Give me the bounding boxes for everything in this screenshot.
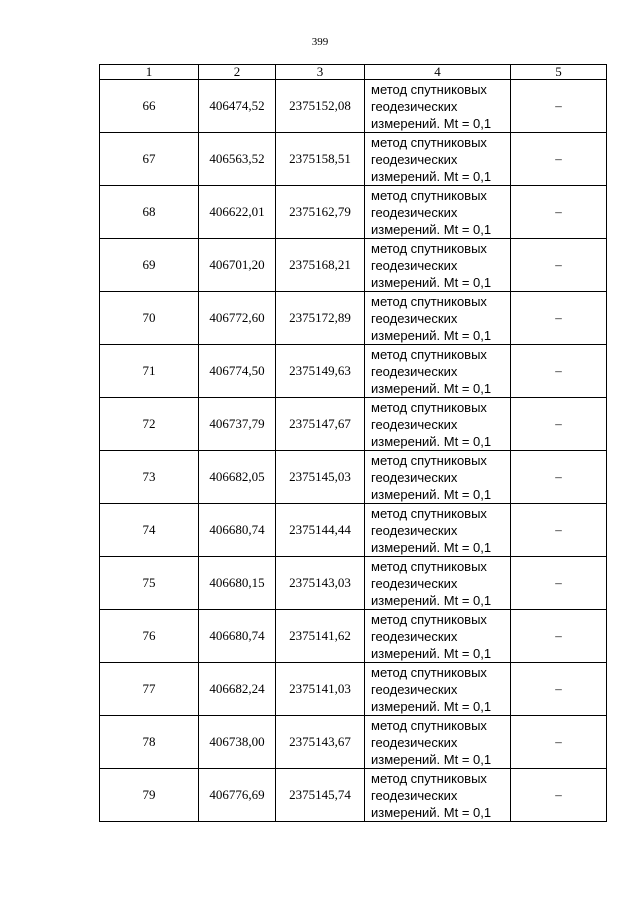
table-row — [100, 80, 607, 133]
method-line: метод спутниковых — [371, 134, 487, 150]
method-line: метод спутниковых — [371, 452, 487, 468]
x-coordinate-cell: 406776,69 — [199, 769, 276, 822]
table-row — [100, 345, 607, 398]
point-number-cell: 68 — [100, 186, 199, 239]
method-cell — [365, 769, 511, 822]
method-line: геодезических — [371, 363, 458, 379]
method-line: метод спутниковых — [371, 293, 487, 309]
description-cell: – — [511, 716, 607, 769]
method-cell — [365, 663, 511, 716]
table-body — [100, 80, 607, 822]
x-coordinate-cell: 406680,74 — [199, 504, 276, 557]
x-coordinate-cell: 406680,74 — [199, 610, 276, 663]
y-coordinate-cell: 2375158,51 — [276, 133, 365, 186]
table-row — [100, 451, 607, 504]
coordinates-table — [99, 64, 607, 822]
point-number-cell: 78 — [100, 716, 199, 769]
y-coordinate-cell: 2375172,89 — [276, 292, 365, 345]
method-line: геодезических — [371, 98, 458, 114]
y-coordinate-cell: 2375162,79 — [276, 186, 365, 239]
header-col-1: 1 — [100, 65, 199, 80]
point-number-cell: 69 — [100, 239, 199, 292]
y-coordinate-cell: 2375144,44 — [276, 504, 365, 557]
method-cell — [365, 504, 511, 557]
method-line: метод спутниковых — [371, 505, 487, 521]
method-cell — [365, 292, 511, 345]
point-number-cell: 72 — [100, 398, 199, 451]
method-line: метод спутниковых — [371, 81, 487, 97]
description-cell: – — [511, 769, 607, 822]
method-line: метод спутниковых — [371, 187, 487, 203]
point-number-cell: 76 — [100, 610, 199, 663]
method-cell — [365, 557, 511, 610]
method-line: геодезических — [371, 469, 458, 485]
table-row — [100, 292, 607, 345]
point-number-cell: 75 — [100, 557, 199, 610]
method-line: измерений. Mt = 0,1 — [371, 115, 492, 131]
method-line: геодезических — [371, 204, 458, 220]
method-line: измерений. Mt = 0,1 — [371, 274, 492, 290]
description-cell: – — [511, 557, 607, 610]
method-line: измерений. Mt = 0,1 — [371, 751, 492, 767]
method-line: геодезических — [371, 681, 458, 697]
method-line: геодезических — [371, 787, 458, 803]
y-coordinate-cell: 2375152,08 — [276, 80, 365, 133]
method-line: измерений. Mt = 0,1 — [371, 539, 492, 555]
header-row — [100, 65, 607, 80]
table-row — [100, 610, 607, 663]
method-line: измерений. Mt = 0,1 — [371, 698, 492, 714]
description-cell: – — [511, 239, 607, 292]
x-coordinate-cell: 406682,24 — [199, 663, 276, 716]
description-cell: – — [511, 451, 607, 504]
x-coordinate-cell: 406474,52 — [199, 80, 276, 133]
page-number: 399 — [311, 36, 329, 48]
method-line: измерений. Mt = 0,1 — [371, 168, 492, 184]
method-line: измерений. Mt = 0,1 — [371, 804, 492, 820]
description-cell: – — [511, 345, 607, 398]
method-cell — [365, 345, 511, 398]
method-line: измерений. Mt = 0,1 — [371, 645, 492, 661]
method-cell — [365, 186, 511, 239]
description-cell: – — [511, 504, 607, 557]
point-number-cell: 74 — [100, 504, 199, 557]
y-coordinate-cell: 2375145,03 — [276, 451, 365, 504]
point-number-cell: 70 — [100, 292, 199, 345]
point-number-cell: 67 — [100, 133, 199, 186]
method-line: метод спутниковых — [371, 717, 487, 733]
point-number-cell: 73 — [100, 451, 199, 504]
method-line: геодезических — [371, 416, 458, 432]
method-line: измерений. Mt = 0,1 — [371, 327, 492, 343]
header-col-5: 5 — [511, 65, 607, 80]
x-coordinate-cell: 406737,79 — [199, 398, 276, 451]
method-line: измерений. Mt = 0,1 — [371, 592, 492, 608]
description-cell: – — [511, 186, 607, 239]
method-cell — [365, 80, 511, 133]
y-coordinate-cell: 2375141,03 — [276, 663, 365, 716]
method-line: геодезических — [371, 310, 458, 326]
y-coordinate-cell: 2375141,62 — [276, 610, 365, 663]
method-cell — [365, 398, 511, 451]
y-coordinate-cell: 2375143,03 — [276, 557, 365, 610]
y-coordinate-cell: 2375147,67 — [276, 398, 365, 451]
method-line: геодезических — [371, 151, 458, 167]
method-cell — [365, 451, 511, 504]
x-coordinate-cell: 406680,15 — [199, 557, 276, 610]
x-coordinate-cell: 406774,50 — [199, 345, 276, 398]
method-line: измерений. Mt = 0,1 — [371, 380, 492, 396]
y-coordinate-cell: 2375143,67 — [276, 716, 365, 769]
method-line: измерений. Mt = 0,1 — [371, 433, 492, 449]
method-line: измерений. Mt = 0,1 — [371, 221, 492, 237]
x-coordinate-cell: 406701,20 — [199, 239, 276, 292]
x-coordinate-cell: 406563,52 — [199, 133, 276, 186]
y-coordinate-cell: 2375149,63 — [276, 345, 365, 398]
method-cell — [365, 133, 511, 186]
description-cell: – — [511, 398, 607, 451]
description-cell: – — [511, 133, 607, 186]
table-row — [100, 504, 607, 557]
method-cell — [365, 610, 511, 663]
method-cell — [365, 716, 511, 769]
header-col-4: 4 — [365, 65, 511, 80]
description-cell: – — [511, 663, 607, 716]
method-line: метод спутниковых — [371, 770, 487, 786]
point-number-cell: 66 — [100, 80, 199, 133]
x-coordinate-cell: 406622,01 — [199, 186, 276, 239]
method-line: метод спутниковых — [371, 611, 487, 627]
method-line: метод спутниковых — [371, 664, 487, 680]
description-cell: – — [511, 610, 607, 663]
table-row — [100, 769, 607, 822]
method-line: геодезических — [371, 257, 458, 273]
point-number-cell: 79 — [100, 769, 199, 822]
method-line: измерений. Mt = 0,1 — [371, 486, 492, 502]
x-coordinate-cell: 406772,60 — [199, 292, 276, 345]
table-row — [100, 133, 607, 186]
y-coordinate-cell: 2375145,74 — [276, 769, 365, 822]
table-row — [100, 716, 607, 769]
method-line: метод спутниковых — [371, 240, 487, 256]
header-col-2: 2 — [199, 65, 276, 80]
table-row — [100, 398, 607, 451]
method-line: метод спутниковых — [371, 399, 487, 415]
x-coordinate-cell: 406682,05 — [199, 451, 276, 504]
method-line: метод спутниковых — [371, 346, 487, 362]
method-line: геодезических — [371, 734, 458, 750]
x-coordinate-cell: 406738,00 — [199, 716, 276, 769]
method-line: геодезических — [371, 522, 458, 538]
header-col-3: 3 — [276, 65, 365, 80]
description-cell: – — [511, 292, 607, 345]
method-line: геодезических — [371, 575, 458, 591]
method-line: метод спутниковых — [371, 558, 487, 574]
description-cell: – — [511, 80, 607, 133]
point-number-cell: 77 — [100, 663, 199, 716]
table-row — [100, 663, 607, 716]
method-cell — [365, 239, 511, 292]
table-row — [100, 186, 607, 239]
y-coordinate-cell: 2375168,21 — [276, 239, 365, 292]
table-row — [100, 239, 607, 292]
method-line: геодезических — [371, 628, 458, 644]
point-number-cell: 71 — [100, 345, 199, 398]
table-row — [100, 557, 607, 610]
